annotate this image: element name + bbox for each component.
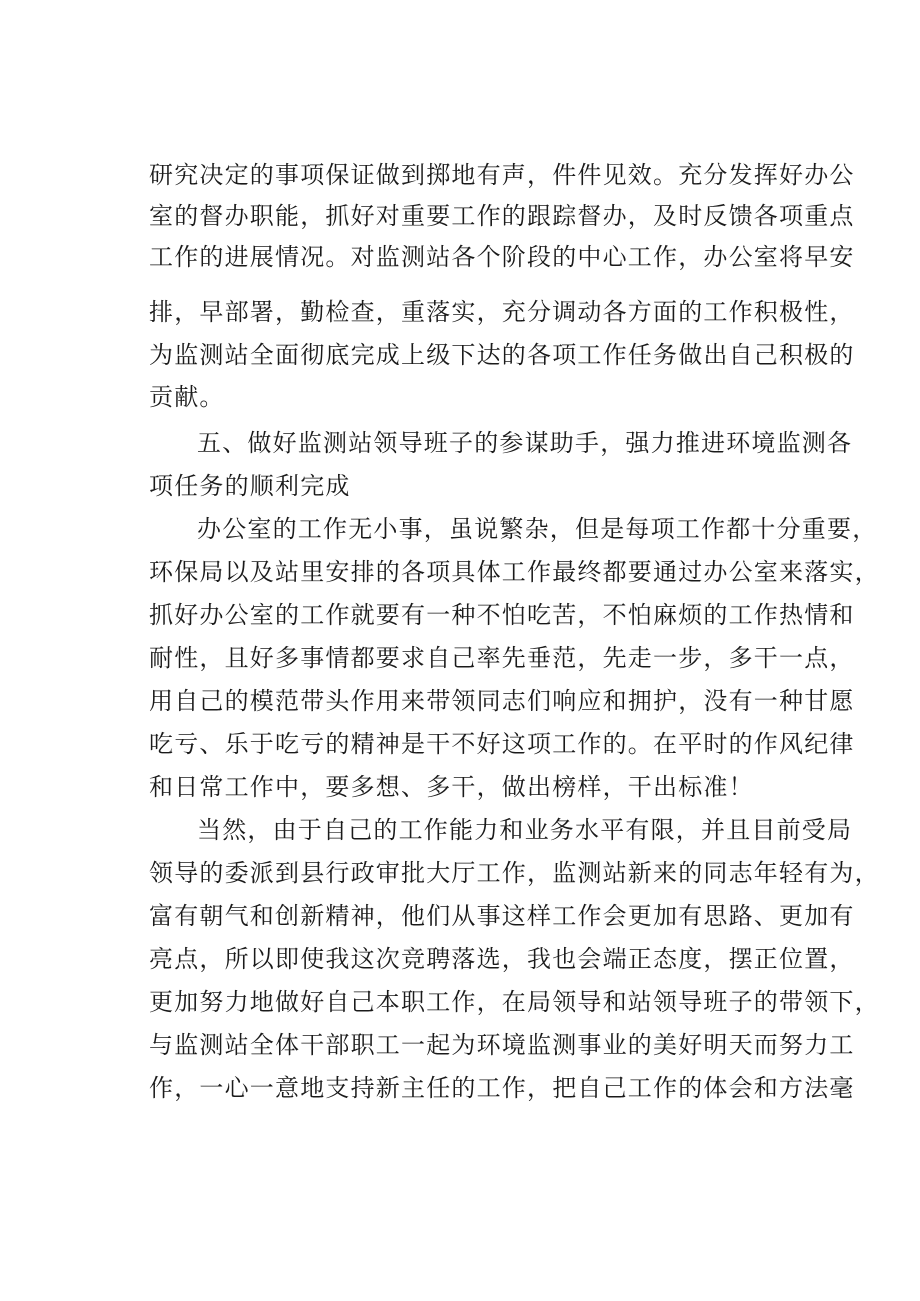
text-line: 耐性，且好多事情都要求自己率先垂范，先走一步，多干一点，: [149, 644, 855, 672]
text-line: 用自己的模范带头作用来带领同志们响应和拥护，没有一种甘愿: [149, 687, 855, 715]
text-line: 办公室的工作无小事，虽说繁杂，但是每项工作都十分重要，: [197, 515, 878, 543]
text-line: 排，早部署，勤检查，重落实，充分调动各方面的工作积极性，: [149, 298, 855, 326]
text-line: 更加努力地做好自己本职工作，在局领导和站领导班子的带领下，: [149, 988, 880, 1016]
text-line: 与监测站全体干部职工一起为环境监测事业的美好明天而努力工: [149, 1031, 855, 1059]
text-line: 工作的进展情况。对监测站各个阶段的中心工作，办公室将早安: [149, 243, 855, 271]
text-line: 环保局以及站里安排的各项具体工作最终都要通过办公室来落实，: [149, 558, 880, 586]
section-heading: 五、做好监测站领导班子的参谋助手，强力推进环境监测各: [197, 429, 853, 457]
text-line: 为监测站全面彻底完成上级下达的各项工作任务做出自己积极的: [149, 341, 855, 369]
text-line: 领导的委派到县行政审批大厅工作，监测站新来的同志年轻有为，: [149, 859, 880, 887]
text-line: 抓好办公室的工作就要有一种不怕吃苦，不怕麻烦的工作热情和: [149, 601, 855, 629]
text-line: 研究决定的事项保证做到掷地有声，件件见效。充分发挥好办公: [149, 161, 855, 189]
text-line: 当然，由于自己的工作能力和业务水平有限，并且目前受局: [197, 816, 853, 844]
section-heading-continued: 项任务的顺利完成: [149, 472, 351, 500]
text-line: 吃亏、乐于吃亏的精神是干不好这项工作的。在平时的作风纪律: [149, 730, 855, 758]
text-line: 室的督办职能，抓好对重要工作的跟踪督办，及时反馈各项重点: [149, 202, 855, 230]
text-line: 和日常工作中，要多想、多干，做出榜样，干出标准！: [149, 773, 754, 801]
text-line: 贡献。: [149, 383, 225, 411]
text-line: 亮点，所以即使我这次竞聘落选，我也会端正态度，摆正位置，: [149, 945, 855, 973]
text-line: 作，一心一意地支持新主任的工作，把自己工作的体会和方法毫: [149, 1074, 855, 1102]
text-line: 富有朝气和创新精神，他们从事这样工作会更加有思路、更加有: [149, 902, 855, 930]
